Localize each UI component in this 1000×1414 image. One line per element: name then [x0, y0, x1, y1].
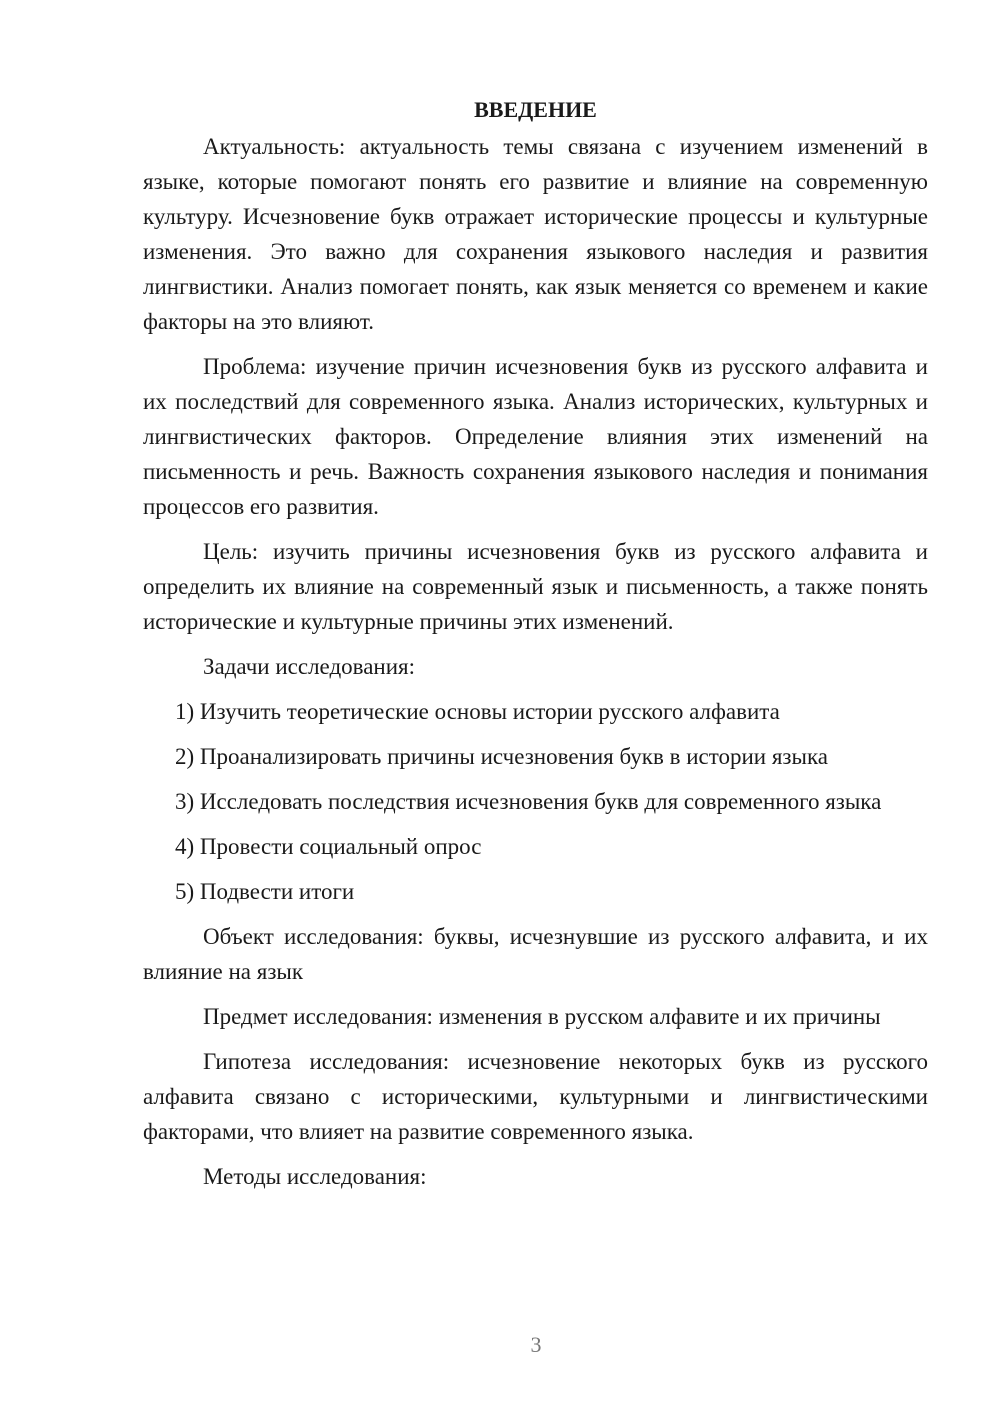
task-item-3: 3) Исследовать последствия исчезновения букв для современного языка — [175, 789, 882, 814]
paragraph-subject: Предмет исследования: изменения в русском алфавите и их причины — [203, 1004, 881, 1029]
paragraph-goal: Цель: изучить причины исчезновения букв из русского алфавита и определить их влияние на современный язык и письменность, а также понять исторические и культурные причины этих изменений. — [143, 539, 928, 634]
page-number: 3 — [530, 1332, 542, 1357]
methods-heading: Методы исследования: — [203, 1164, 427, 1189]
task-item-1: 1) Изучить теоретические основы истории русского алфавита — [175, 699, 780, 724]
section-title: ВВЕДЕНИЕ — [474, 97, 597, 122]
task-item-2: 2) Проанализировать причины исчезновения букв в истории языка — [175, 744, 828, 769]
tasks-heading: Задачи исследования: — [203, 654, 416, 679]
paragraph-object: Объект исследования: буквы, исчезнувшие из русского алфавита, и их влияние на язык — [143, 924, 928, 984]
page-content — [143, 92, 928, 1204]
task-item-4: 4) Провести социальный опрос — [175, 834, 482, 859]
paragraph-relevance: Актуальность: актуальность темы связана с изучением изменений в языке, которые помогают понять его развитие и влияние на современную культуру. Исчезновение букв отражает исторические процессы и культурные изменения. Это важно для сохранения языкового наследия и развития лингвистики. Анализ помогает понять, как язык меняется со временем и какие факторы на это влияют. — [143, 134, 928, 334]
paragraph-problem: Проблема: изучение причин исчезновения букв из русского алфавита и их последствий для современного языка. Анализ исторических, культурных и лингвистических факторов. Определение влияния этих изменений на письменность и речь. Важность сохранения языкового наследия и понимания процессов его развития. — [143, 354, 928, 519]
paragraph-hypothesis: Гипотеза исследования: исчезновение некоторых букв из русского алфавита связано с историческими, культурными и лингвистическими факторами, что влияет на развитие современного языка. — [143, 1049, 928, 1144]
task-item-5: 5) Подвести итоги — [175, 879, 355, 904]
